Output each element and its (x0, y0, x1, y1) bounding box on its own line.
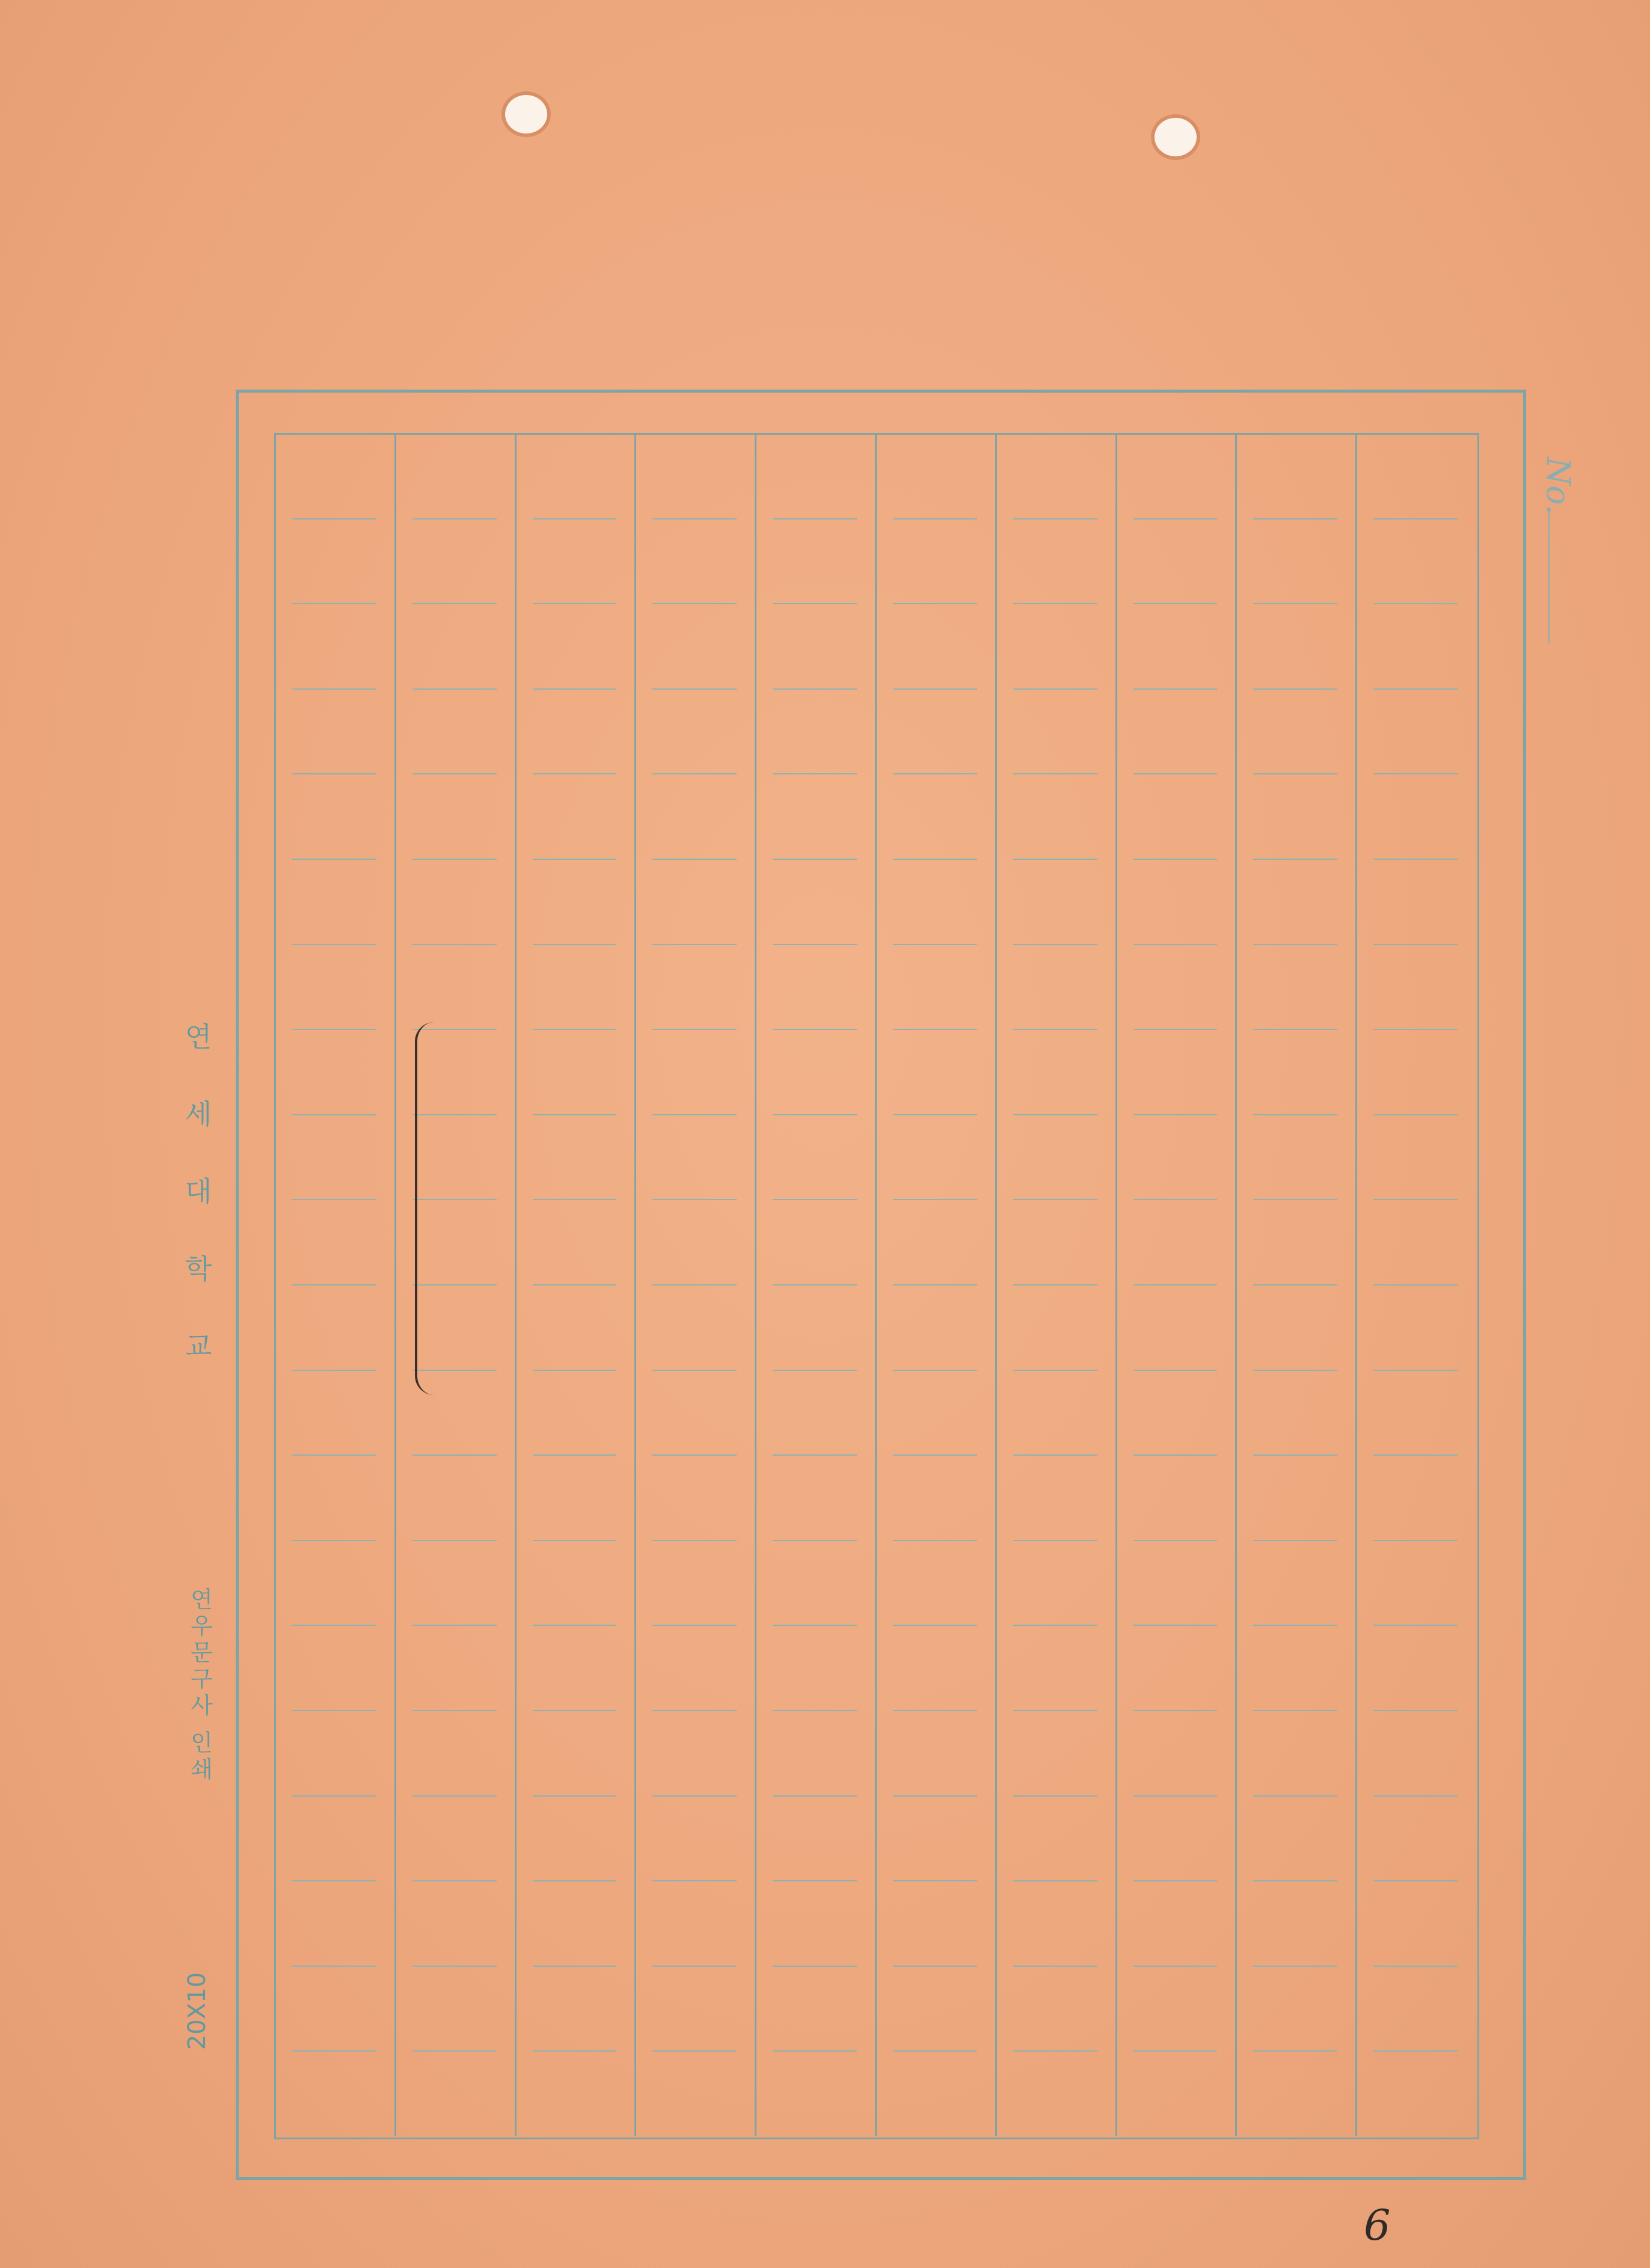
grid-row-line (1253, 2050, 1337, 2052)
grid-row-line (1133, 1199, 1218, 1200)
grid-row-line (1373, 518, 1458, 519)
grid-row-line (292, 603, 376, 604)
grid-row-line (1133, 688, 1218, 690)
grid-row-line (1133, 1710, 1218, 1711)
grid-row-line (1013, 1284, 1097, 1286)
grid-row-line (412, 1625, 497, 1626)
grid-row-line (1373, 1710, 1458, 1711)
grid-row-line (1373, 1540, 1458, 1541)
grid-row-line (412, 1540, 497, 1541)
page-number: 6 (1364, 2201, 1391, 2250)
grid-row-line (533, 859, 617, 860)
grid-row-line (652, 518, 737, 519)
grid-row-line (292, 1370, 376, 1371)
grid-row-line (1373, 1284, 1458, 1286)
grid-row-line (893, 1370, 977, 1371)
grid-column-line (515, 433, 517, 2136)
grid-row-line (1013, 1370, 1097, 1371)
grid-row-line (893, 603, 977, 604)
grid-row-line (533, 1284, 617, 1286)
grid-row-line (1013, 1454, 1097, 1456)
grid-row-line (1013, 944, 1097, 945)
grid-row-line (773, 1710, 857, 1711)
grid-row-line (1373, 944, 1458, 945)
grid-row-line (1133, 1454, 1218, 1456)
grid-row-line (533, 944, 617, 945)
grid-row-line (773, 1795, 857, 1797)
grid-row-line (652, 1114, 737, 1115)
grid-row-line (1373, 1625, 1458, 1626)
grid-row-line (292, 518, 376, 519)
grid-row-line (1373, 1795, 1458, 1797)
grid-row-line (533, 688, 617, 690)
grid-row-line (652, 1795, 737, 1797)
grid-row-line (1133, 1540, 1218, 1541)
grid-row-line (1373, 1966, 1458, 1967)
grid-row-line (893, 1625, 977, 1626)
grid-row-line (1373, 1454, 1458, 1456)
grid-row-line (652, 688, 737, 690)
grid-row-line (1253, 1370, 1337, 1371)
grid-row-line (773, 1114, 857, 1115)
handwritten-bracket-mark (415, 1022, 453, 1395)
grid-row-line (1253, 859, 1337, 860)
grid-row-line (1133, 773, 1218, 774)
grid-row-line (773, 1029, 857, 1030)
grid-row-line (533, 1710, 617, 1711)
grid-row-line (652, 1370, 737, 1371)
grid-row-line (652, 773, 737, 774)
grid-row-line (1253, 1795, 1337, 1797)
grid-row-line (773, 1625, 857, 1626)
grid-row-line (533, 518, 617, 519)
grid-row-line (1133, 2050, 1218, 2052)
grid-row-line (1253, 1966, 1337, 1967)
grid-row-line (1253, 1284, 1337, 1286)
grid-row-line (1253, 688, 1337, 690)
grid-row-line (893, 944, 977, 945)
grid-row-line (412, 1454, 497, 1456)
grid-row-line (1013, 1540, 1097, 1541)
grid-row-line (1253, 1454, 1337, 1456)
grid-row-line (1373, 773, 1458, 774)
grid-row-line (412, 603, 497, 604)
grid-row-line (533, 1114, 617, 1115)
binding-hole-left (505, 95, 547, 133)
grid-row-line (1133, 1966, 1218, 1967)
grid-row-line (533, 1540, 617, 1541)
grid-row-line (292, 1795, 376, 1797)
grid-row-line (1133, 518, 1218, 519)
grid-row-line (533, 1880, 617, 1881)
grid-row-line (893, 773, 977, 774)
grid-row-line (652, 1880, 737, 1881)
grid-row-line (1013, 1880, 1097, 1881)
grid-row-line (1373, 603, 1458, 604)
grid-row-line (1133, 1625, 1218, 1626)
grid-row-line (1253, 773, 1337, 774)
grid-row-line (1013, 1114, 1097, 1115)
binding-hole-right (1155, 118, 1197, 156)
grid-row-line (1013, 859, 1097, 860)
grid-row-line (773, 603, 857, 604)
grid-row-line (412, 1710, 497, 1711)
grid-column-line (875, 433, 877, 2136)
grid-row-line (292, 1880, 376, 1881)
grid-row-line (773, 944, 857, 945)
grid-row-line (533, 1966, 617, 1967)
grid-row-line (1013, 1029, 1097, 1030)
grid-row-line (773, 518, 857, 519)
grid-row-line (1013, 1199, 1097, 1200)
grid-row-line (893, 1284, 977, 1286)
grid-row-line (652, 2050, 737, 2052)
grid-row-line (1253, 1540, 1337, 1541)
grid-column-line (394, 433, 396, 2136)
grid-row-line (773, 1540, 857, 1541)
grid-row-line (652, 1710, 737, 1711)
grid-row-line (1373, 1199, 1458, 1200)
grid-row-line (1013, 2050, 1097, 2052)
grid-row-line (292, 1710, 376, 1711)
grid-row-line (1133, 603, 1218, 604)
grid-row-line (1133, 1114, 1218, 1115)
grid-row-line (773, 1880, 857, 1881)
grid-row-line (292, 944, 376, 945)
grid-row-line (1133, 1795, 1218, 1797)
grid-row-line (893, 518, 977, 519)
grid-row-line (773, 773, 857, 774)
grid-row-line (412, 773, 497, 774)
grid-row-line (1253, 1880, 1337, 1881)
grid-row-line (412, 688, 497, 690)
university-name: 연 세 대 학 교 (180, 1022, 213, 1380)
grid-row-line (292, 1199, 376, 1200)
grid-row-line (1373, 688, 1458, 690)
grid-row-line (893, 2050, 977, 2052)
grid-row-line (412, 1880, 497, 1881)
grid-row-line (893, 1199, 977, 1200)
grid-row-line (1133, 1880, 1218, 1881)
grid-row-line (292, 688, 376, 690)
grid-row-line (652, 859, 737, 860)
grid-row-line (533, 1625, 617, 1626)
grid-row-line (652, 1966, 737, 1967)
grid-column-line (755, 433, 756, 2136)
grid-row-line (773, 688, 857, 690)
sheet-number-line (1548, 511, 1550, 643)
grid-row-line (1013, 1710, 1097, 1711)
grid-row-line (893, 688, 977, 690)
grid-row-line (773, 1454, 857, 1456)
grid-row-line (533, 1795, 617, 1797)
grid-row-line (412, 518, 497, 519)
grid-row-line (652, 1454, 737, 1456)
grid-column-line (1235, 433, 1237, 2136)
grid-column-line (1115, 433, 1117, 2136)
grid-size-label: 20X10 (183, 1972, 211, 2050)
grid-row-line (652, 1029, 737, 1030)
grid-row-line (292, 1284, 376, 1286)
grid-row-line (292, 1454, 376, 1456)
grid-row-line (652, 1284, 737, 1286)
grid-row-line (652, 1199, 737, 1200)
grid-row-line (1013, 603, 1097, 604)
grid-column-line (1355, 433, 1357, 2136)
grid-row-line (773, 1199, 857, 1200)
grid-row-line (1373, 1029, 1458, 1030)
grid-row-line (773, 1370, 857, 1371)
grid-row-line (1373, 859, 1458, 860)
grid-row-line (292, 773, 376, 774)
grid-row-line (1373, 1114, 1458, 1115)
grid-row-line (652, 1625, 737, 1626)
grid-row-line (412, 1966, 497, 1967)
grid-row-line (773, 1284, 857, 1286)
grid-row-line (893, 1029, 977, 1030)
grid-row-line (893, 1114, 977, 1115)
grid-row-line (292, 2050, 376, 2052)
grid-row-line (1373, 1880, 1458, 1881)
grid-row-line (773, 1966, 857, 1967)
grid-row-line (292, 859, 376, 860)
grid-row-line (292, 1966, 376, 1967)
grid-row-line (1253, 944, 1337, 945)
grid-row-line (292, 1029, 376, 1030)
grid-row-line (1013, 773, 1097, 774)
grid-row-line (1253, 1199, 1337, 1200)
grid-row-line (533, 1199, 617, 1200)
grid-row-line (412, 2050, 497, 2052)
grid-row-line (533, 603, 617, 604)
grid-row-line (1253, 1625, 1337, 1626)
grid-row-line (893, 859, 977, 860)
grid-row-line (1013, 688, 1097, 690)
grid-row-line (1253, 518, 1337, 519)
grid-row-line (652, 944, 737, 945)
printer-name: 연우문구사 인쇄 (186, 1587, 213, 1784)
grid-row-line (1133, 1370, 1218, 1371)
grid-row-line (292, 1625, 376, 1626)
grid-row-line (773, 859, 857, 860)
grid-row-line (533, 1454, 617, 1456)
grid-row-line (893, 1880, 977, 1881)
grid-row-line (1253, 1114, 1337, 1115)
grid-column-line (634, 433, 636, 2136)
grid-row-line (652, 603, 737, 604)
grid-row-line (1133, 1029, 1218, 1030)
grid-row-line (292, 1114, 376, 1115)
grid-row-line (1013, 1625, 1097, 1626)
grid-row-line (893, 1710, 977, 1711)
grid-row-line (652, 1540, 737, 1541)
grid-row-line (893, 1966, 977, 1967)
grid-row-line (893, 1540, 977, 1541)
grid-row-line (893, 1454, 977, 1456)
grid-row-line (412, 1795, 497, 1797)
grid-row-line (1133, 944, 1218, 945)
grid-row-line (1013, 518, 1097, 519)
grid-row-line (1133, 859, 1218, 860)
grid-row-line (1013, 1966, 1097, 1967)
grid-row-line (1013, 1795, 1097, 1797)
grid-row-line (412, 944, 497, 945)
grid-row-line (1133, 1284, 1218, 1286)
grid-row-line (412, 859, 497, 860)
grid-row-line (533, 2050, 617, 2052)
grid-row-line (533, 1029, 617, 1030)
grid-row-line (1253, 1710, 1337, 1711)
grid-row-line (1253, 1029, 1337, 1030)
grid-row-line (773, 2050, 857, 2052)
grid-column-line (995, 433, 997, 2136)
grid-row-line (1373, 2050, 1458, 2052)
sheet-number-label: No. (1539, 457, 1577, 515)
grid-row-line (1373, 1370, 1458, 1371)
grid-row-line (533, 1370, 617, 1371)
grid-row-line (533, 773, 617, 774)
grid-row-line (1253, 603, 1337, 604)
grid-row-line (292, 1540, 376, 1541)
grid-row-line (893, 1795, 977, 1797)
